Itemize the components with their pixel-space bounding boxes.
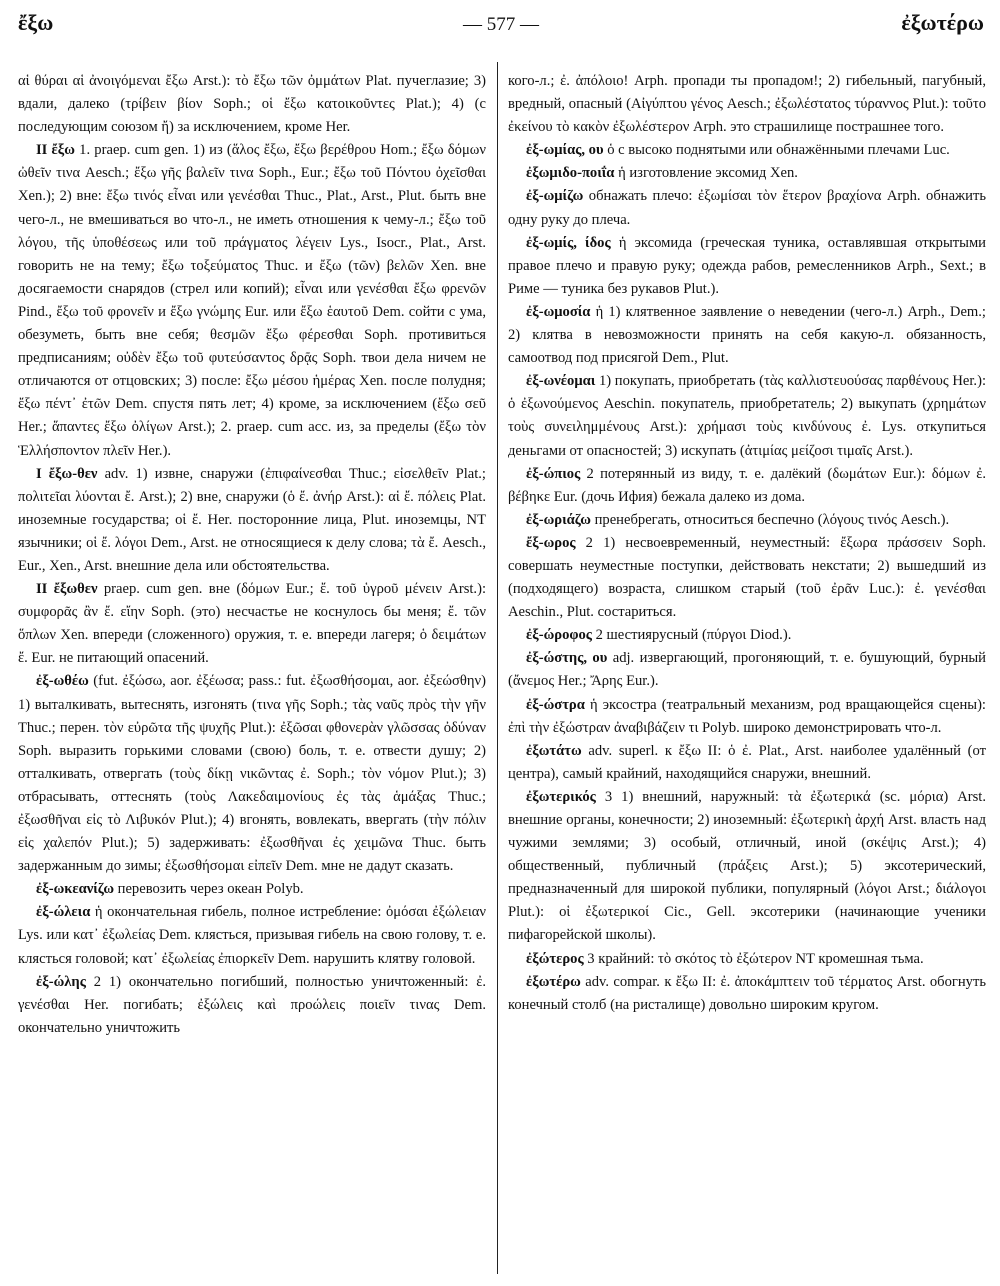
running-head-left: ἔξω xyxy=(18,10,54,35)
dictionary-entry xyxy=(508,647,986,693)
entry-text: ὁ с высоко поднятыми или обнажёнными плечами Luc. xyxy=(603,142,950,159)
dictionary-entry xyxy=(508,509,986,532)
dictionary-entry xyxy=(18,971,486,1040)
entry-text: перевозить через океан Polyb. xyxy=(114,881,304,898)
entry-text: ἡ окончательная гибель, полное истребление: ὀμόσαι ἐξώλειαν Lys. или κατ᾽ ἐξωλείας Dem. клясться, призывая гибель на свою голову, т. е. клясться головой; κατ᾽ ἐξωλείας ἐπιορκεῖν Dem. нарушить клятву головой. xyxy=(18,904,486,967)
entry-headword: II ἔξωθεν xyxy=(36,581,98,598)
entry-headword: ἐξ-ώροφος xyxy=(526,627,592,644)
entry-headword: ἐξ-ώπιος xyxy=(526,465,581,482)
page-number: — 577 — xyxy=(463,14,539,35)
entry-text: ἡ эксостра (театральный механизм, род вращающейся сцены): ἐπὶ τὴν ἐξώστραν ἀναβιβάζειν τι Polyb. широко демонстрировать что-л. xyxy=(508,696,986,736)
dictionary-entry xyxy=(508,948,986,971)
entry-headword: ἐξ-ώστης, ου xyxy=(526,650,608,667)
dictionary-entry xyxy=(18,901,486,970)
entry-text: кого-л.; ἐ. ἀπόλοιο! Arph. пропади ты пропадом!; 2) гибельный, пагубный, вредный, опасный (Αἰγύπτου γένος Aesch.; ἐξωλέστατος τύραννος Plut.): τοῦτο ἐκείνου τὸ κακὸν ἐξωλέστερον Arph. это страшилище пострашнее того. xyxy=(508,73,986,136)
entry-text: 2 1) несвоевременный, неуместный: ἔξωρα πράσσειν Soph. совершать неуместные поступки, действовать некстати; 2) вышедший из (подходящего) возраста, слишком старый (τοῦ ἐρᾶν Luc.): ἐ. γενέσθαι Aeschin., Plut. состариться. xyxy=(508,534,986,621)
dictionary-entry xyxy=(508,532,986,624)
dictionary-entry xyxy=(18,578,486,670)
column-divider xyxy=(497,62,498,1274)
entry-headword: ἐξ-ωμίς, ίδος xyxy=(526,234,611,251)
entry-headword: ἐξωτέρω xyxy=(526,973,581,990)
dictionary-entry xyxy=(508,370,986,462)
entry-text: adv. superl. к ἔξω II: ὁ ἐ. Plat., Arst. наиболее удалённый (от центра), самый крайний, находящийся снаружи, внешний. xyxy=(508,742,986,782)
entry-headword: ἐξωμιδο-ποιΐα xyxy=(526,165,615,182)
entry-headword: ἐξωτάτω xyxy=(526,742,582,759)
dictionary-entry xyxy=(508,740,986,786)
entry-headword: ἐξωτερικός xyxy=(526,788,596,805)
left-column xyxy=(18,70,486,1040)
entry-text: 1. praep. cum gen. 1) из (ἅλος ἔξω, ἔξω βερέθρου Hom.; ἔξω δόμων ὠθεῖν τινα Aesch.; ἔξω γῆς βαλεῖν τινα Soph., Eur.; ἔξω τοῦ Πόντου ὀχεῖσθαι Xen.); 2) вне: ἔξω τινός εἶναι или γενέσθαι Thuc., Plat., Arst., Plut. быть вне чего-л., не вмешиваться во что-л., не иметь отношения к чему-л.; ἔξω τοῦ λόγου, τῆς ὑποθέσεως или τοῦ πράγματος λέγειν Lys., Isocr., Plat., Arst. говорить не на тему; ἔξω τοξεύματος Thuc. и ἔξω (τῶν) βελῶν Xen. вне досягаемости снарядов (стрел или копий); εἶναι или γενέσθαι ἔξω φρενῶν Pind., ἔξω τοῦ φρονεῖν и ἔξω γνώμης Eur. или ἔξω ἑαυτοῦ Dem. сойти с ума, обезуметь, быть вне себя; θεσμῶν ἔξω φέρεσθαι Soph. противиться предписаниям; οὐδὲν ἔξω τοῦ φυτεύσαντος δρᾷς Soph. твои дела ничем не отличаются от отцовских; 3) после: ἔξω μέσου ἡμέρας Xen. после полудня; ἔξω πέντ᾽ ἐτῶν Dem. спустя пять лет; 4) кроме, за исключением (ἔξω σεῦ Her.; ἅπαντες ἔξω ὀλίγων Arst.); 2. praep. cum acc. из, за пределы (ἔξω τὸν Ἑλλήσποντον πλεῖν Her.). xyxy=(18,142,486,459)
dictionary-entry xyxy=(508,786,986,948)
dictionary-entry xyxy=(508,694,986,740)
dictionary-entry xyxy=(508,70,986,139)
entry-text: 2 потерянный из виду, т. е. далёкий (δωμάτων Eur.): δόμων ἐ. βέβηκε Eur. (дочь Ифия) бежала далеко из дома. xyxy=(508,465,986,505)
dictionary-entry xyxy=(508,463,986,509)
dictionary-entry xyxy=(18,878,486,901)
dictionary-entry xyxy=(18,70,486,139)
dictionary-entry xyxy=(508,139,986,162)
entry-headword: ἐξ-ώλης xyxy=(36,973,86,990)
entry-text: 2 1) окончательно погибший, полностью уничтоженный: ἐ. γενέσθαι Her. погибать; ἐξώλεις καὶ προώλεις ποιεῖν τινας Dem. окончательно уничтожить xyxy=(18,973,486,1036)
entry-headword: ἐξ-ώλεια xyxy=(36,904,91,921)
entry-headword: ἐξ-ωθέω xyxy=(36,673,89,690)
entry-headword: II ἔξω xyxy=(36,142,75,159)
entry-headword: ἔξ-ωρος xyxy=(526,534,576,551)
entry-text: 2 шестиярусный (πύργοι Diod.). xyxy=(591,627,792,644)
entry-headword: ἐξώτερος xyxy=(526,950,584,967)
right-column xyxy=(508,70,986,1017)
entry-headword: ἐξ-ωμοσία xyxy=(526,303,591,320)
entry-text: (fut. ἐξώσω, aor. ἐξέωσα; pass.: fut. ἐξωσθήσομαι, aor. ἐξεώσθην) 1) выталкивать, вытеснять, изгонять (τινα γῆς Soph.; τὰς ναῦς πρὸς τὴν γῆν Thuc.; перен. τὸν εὐρῶτα τῆς ψυχῆς Plut.): ἐξῶσαι φθονερὰν γλῶσσας ὀδύναν Soph. выразить горькими словами (свою) боль, т. е. отвести душу; 2) отталкивать, отвергать (τοὺς δίκῃ νικῶντας ἐ. Soph.; τὸν νόμον Plut.); 3) отбрасывать, оттеснять (τοὺς Λακεδαιμονίους ἐς τὰς ἁμάξας Thuc.; ἐξωσθῆναι εἰς τὸ Λιβυκόν Plut.); 4) вгонять, вовлекать, ввергать (τὴν πόλιν εἰς χαλεπόν Plut.); 5) задерживать: ἐξωσθῆναι ἐς χειμῶνα Thuc. быть задержанным до зимы; ἐξωσθήσομαι εἰπεῖν Dem. мне не дадут сказать. xyxy=(18,673,486,875)
entry-headword: ἐξ-ώστρα xyxy=(526,696,585,713)
entry-text: ἡ эксомида (греческая туника, оставлявшая открытыми правое плечо и правую руку; одежда рабов, ремесленников Arph., Sext.; в Риме — туника без рукавов Plut.). xyxy=(508,234,986,297)
page-header xyxy=(18,10,984,44)
dictionary-entry xyxy=(18,670,486,878)
entry-text: adv. compar. к ἔξω II: ἐ. ἀποκάμπτειν τοῦ τέρματος Arst. обогнуть конечный столб (на ристалище) довольно широким кругом. xyxy=(508,973,986,1013)
entry-text: пренебрегать, относиться беспечно (λόγους τινός Aesch.). xyxy=(590,511,950,528)
dictionary-entry xyxy=(508,301,986,370)
entry-text: ἡ изготовление эксомид Xen. xyxy=(614,165,798,182)
entry-text: αἱ θύραι αἱ ἀνοιγόμεναι ἔξω Arst.): τὸ ἔξω τῶν ὀμμάτων Plat. пучеглазие; 3) вдали, далеко (τρίβειν βίον Soph.; οἱ ἔξω κατοικοῦντες Plat.); 4) (с последующим союзом ἤ) за исключением, кроме Her. xyxy=(18,73,486,136)
running-head-right: ἐξωτέρω xyxy=(901,10,984,35)
dictionary-entry xyxy=(18,463,486,578)
dictionary-entry xyxy=(508,232,986,301)
dictionary-entry xyxy=(508,971,986,1017)
entry-headword: ἐξ-ωνέομαι xyxy=(526,373,596,390)
entry-text: adj. извергающий, прогоняющий, т. е. бушующий, бурный (ἄνεμος Her.; Ἄρης Eur.). xyxy=(508,650,986,690)
entry-text: ἡ 1) клятвенное заявление о неведении (чего-л.) Arph., Dem.; 2) клятва в невозможности принять на себя какую-л. обязанность, самоотвод под присягой Dem., Plut. xyxy=(508,303,986,367)
entry-text: обнажать плечо: ἐξωμίσαι τὸν ἕτερον βραχίονα Arph. обнажить одну руку до плеча. xyxy=(508,188,986,228)
dictionary-entry xyxy=(508,624,986,647)
entry-text: 1) покупать, приобретать (τὰς καλλιστευούσας παρθένους Her.): ὁ ἐξωνούμενος Aeschin. покупатель, приобретатель; 2) выкупать (χρημάτων τοὺς συνειλημμένους Arst.): χρήμασι τοὺς κινδύνους ἐ. Lys. откупиться деньгами от опасностей; 3) искупать (ἀτιμίας μείζοσι τιμαῖς Arst.). xyxy=(508,373,986,459)
entry-headword: ἐξ-ωκεανίζω xyxy=(36,881,114,898)
dictionary-entry xyxy=(508,162,986,185)
dictionary-entry xyxy=(508,185,986,231)
entry-text: 3 крайний: τὸ σκότος τὸ ἐξώτερον NT кромешная тьма. xyxy=(583,950,924,967)
entry-headword: ἐξ-ωριάζω xyxy=(526,511,591,528)
entry-headword: ἐξ-ωμίζω xyxy=(526,188,584,205)
dictionary-entry xyxy=(18,139,486,462)
entry-headword: I ἔξω-θεν xyxy=(36,465,98,482)
entry-text: 3 1) внешний, наружный: τὰ ἐξωτερικά (sc. μόρια) Arst. внешние органы, конечности; 2) иноземный: ἐξωτερικὴ ἀρχή Arst. власть над чужими землями; 3) особый, отличный, иной (σκέψις Arst.); 4) общественный, публичный (πράξεις Arst.); 5) эксотерический, предназначенный для широкой публики, популярный (λόγοι Arst.; διάλογοι Plut.): οἱ ἐξωτερικοί Cic., Gell. эксотерики (начинающие ученики пифагорейской школы). xyxy=(508,788,986,944)
entry-text: adv. 1) извне, снаружи (ἐπιφαίνεσθαι Thuc.; εἰσελθεῖν Plat.; πολιτεῖαι λύονται ἔ. Arst.); 2) вне, снаружи (ὁ ἔ. ἀνήρ Arst.): αἱ ἔ. πόλεις Plat. иноземные государства; οἱ ἔ. Her. посторонние лица, Plut. иноземцы, NT язычники; οἱ ἔ. λόγοι Dem., Arst. не относящиеся к делу слова; τὰ ἔ. Aesch., Eur., Xen., Arst. внешние дела или обстоятельства. xyxy=(18,465,486,574)
entry-headword: ἐξ-ωμίας, ου xyxy=(526,142,604,159)
entry-text: praep. cum gen. вне (δόμων Eur.; ἔ. τοῦ ὑγροῦ μένειν Arst.): συμφορᾶς ἂν ἔ. εἴην Soph. (это) несчастье не коснулось бы меня; ἔ. τῶν ὅπλων Xen. впереди (сложенного) оружия, т. е. впереди лагеря; ὁ δειμάτων ἔ. Eur. не питающий опасений. xyxy=(18,581,486,667)
